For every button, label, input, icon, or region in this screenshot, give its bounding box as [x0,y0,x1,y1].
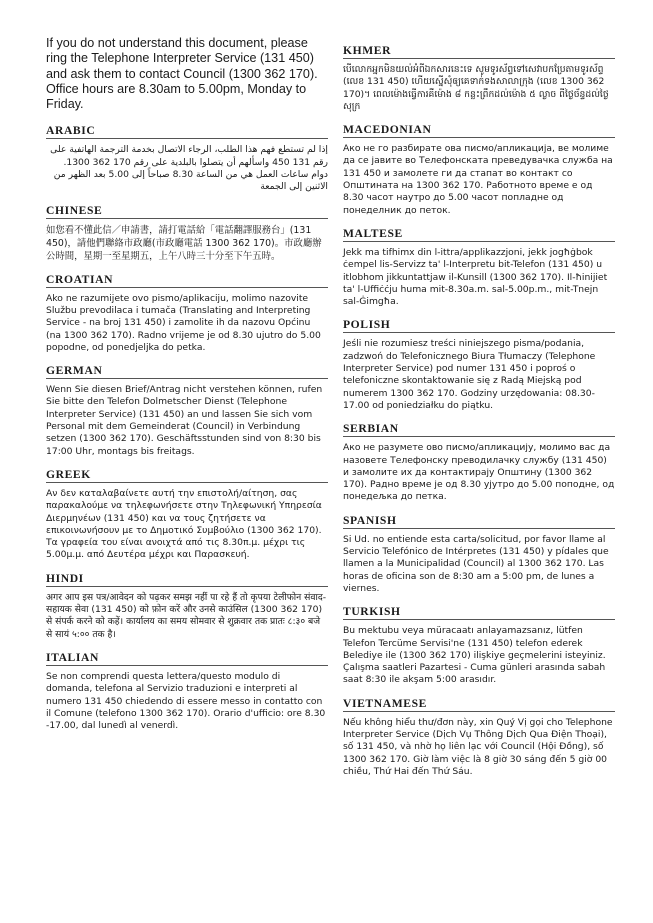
section-heading: KHMER [343,44,615,59]
section-text: Αν δεν καταλαβαίνετε αυτή την επιστολή/αίτηση, σας παρακαλούμε να τηλεφωνήσετε στην Τηλεφωνική Υπηρεσία Διερμηνέων (131 450) και να τους ζητήσετε να επικοινωνήσουν με το Δημοτικό Συμβούλιο (1300 362 170). Τα γραφεία του είναι ανοιχτά από τις 8.30π.μ. μέχρι τις 5.00μ.μ. από Δευτέρα μέχρι και Παρασκευή. [46,487,322,561]
section-heading: GERMAN [46,364,328,379]
section-text: Si Ud. no entiende esta carta/solicitud, por favor llame al Servicio Telefónico de Intérpretes (131 450) y pídales que llamen a la Municipalidad (Council) al 1300 362 170. Las horas de oficina son de 8:30 am a 5:00 pm, de lunes a viernes. [343,533,609,594]
section-heading: ITALIAN [46,651,328,666]
section-khmer [343,44,615,113]
section-macedonian [343,123,615,217]
section-text: Nếu không hiểu thư/đơn này, xin Quý Vị gọi cho Telephone Interpreter Service (Dịch Vụ Thông Dịch Qua Điện Thoại), số 131 450, và nhờ họ liên lạc với Council (Hội Đồng), số 1300 362 170. Giờ làm việc là 8 giờ 30 sáng đến 5 giờ 00 chiều, Thứ Hai đến Thứ Sáu. [343,716,613,777]
section-text: Ако не разумете ово писмо/апликацију, молимо вас да назовете Телефонску преводилачку службу (131 450) и замолите их да контактирају Општину (1300 362 170). Радно време је од 8.30 ујутро до 5.00 поподне, од понедељка до петка. [343,442,615,503]
section-heading: CROATIAN [46,273,328,288]
section-text: Jekk ma tifhimx din l-ittra/applikazzjoni, jekk jogħġbok ċempel lis-Servizz ta' l-Interpretu bit-Telefon (131 450) u itlobhom jikkuntattjaw il-Kunsill (1300 362 170). Il-ħinijiet ta' l-Uffiċċju huma mit-8.30a.m. sal-5.00p.m., mit-Tnejn sal-Ġimgħa. [343,246,608,308]
section-chinese [46,204,328,263]
section-text: Wenn Sie diesen Brief/Antrag nicht verstehen können, rufen Sie bitte den Telefon Dolmetscher Dienst (Telephone Interpreter Service) (131 450) an und lassen Sie sich vom Personal mit dem Gemeinderat (Council) in Verbindung setzen (1300 362 170). Geschäftsstunden sind von 8:30 bis 17:00 Uhr, montags bis freitags. [46,384,323,457]
section-text: 如您看不懂此信／申請書，請打電話給「電話翻譯服務台」(131 450)，請他們聯絡市政廳(市政廳電話 1300 362 170)。市政廳辦公時間，星期一至星期五，上午八時三十分至下午五時。 [46,224,322,262]
left-column [46,36,328,742]
section-polish [343,318,615,412]
section-spanish [343,514,615,595]
section-heading: TURKISH [343,605,615,620]
section-text: Bu mektubu veya müracaatı anlayamazsanız, lütfen Telefon Tercüme Servisi'ne (131 450) telefon ederek Belediye ile (1300 362 170) ilişkiye geçmelerini isteyiniz. Çalışma saatleri Pazartesi - Cuma günleri arasında sabah saat 8:30 ile akşam 5:00 arasıdır. [343,625,606,686]
section-heading: MALTESE [343,227,615,242]
right-column [343,44,615,788]
section-turkish [343,605,615,686]
section-text: Ako ne razumijete ovo pismo/aplikaciju, molimo nazovite Službu prevodilaca i tumača (Translating and Interpreting Service - na broj 131 450) i zamolite ih da nazovu Općinu (na 1300 362 170). Radno vrijeme je od 8.30 ujutro do 5.00 popodne, od ponedjeljka do petka. [46,292,321,353]
section-text: បើលោកអ្នកមិនយល់អំពីឯកសារនេះទេ សូមទូរស័ព្ទទៅសេវាបកប្រែតាមទូរស័ព្ទ (លេខ 131 450) ហើយស្នើសុំឲ្យគេទាក់ទងសាលាក្រុង (លេខ 1300 362 170)។ ពេលម៉ោងធ្វើការគឺម៉ោង ៨ កន្លះព្រឹកដល់ម៉ោង ៥ ល្ងាច ពីថ្ងៃច័ន្ទដល់ថ្ងៃសុក្រ [343,64,609,112]
section-arabic [46,124,328,193]
section-heading: ARABIC [46,124,328,139]
intro-paragraph: If you do not understand this document, please ring the Telephone Interpreter Service (131 450) and ask them to contact Council (1300 362 170). Office hours are 8.30am to 5.00pm, Monday to Friday. [46,36,318,112]
section-vietnamese [343,697,615,778]
section-text: Se non comprendi questa lettera/questo modulo di domanda, telefona al Servizio traduzioni e interpreti al numero 131 450 chiedendo di essere messo in contatto con il Comune (telefono 1300 362 170). Orario d'ufficio: ore 8.30 -17.00, dal lunedì al venerdì. [46,670,326,732]
section-heading: SPANISH [343,514,615,529]
section-heading: POLISH [343,318,615,333]
section-maltese [343,227,615,308]
section-heading: SERBIAN [343,422,615,437]
section-text: Jeśli nie rozumiesz treści niniejszego pisma/podania, zadzwoń do Telefonicznego Biura Tłumaczy (Telephone Interpreter Service) pod numer 131 450 i poproś o telefoniczne skontaktowanie się z Radą Miejską pod numerem 1300 362 170. Godziny urzędowania: 08.30-17.00 od poniedziałku do piątku. [343,338,596,411]
section-heading: HINDI [46,572,328,587]
section-text: إذا لم تستطع فهم هذا الطلب، الرجاء الاتصال بخدمة الترجمة الهاتفية على رقم 131 450 واسألهم أن يتصلوا بالبلدية على رقم 170 362 1300. دوام ساعات العمل هي من الساعة 8.30 صباحاً إلى 5.00 بعد الظهر من الاثنين إلى الجمعة [50,144,328,193]
section-text: अगर आप इस पत्र/आवेदन को पढ़कर समझ नहीं पा रहे हैं तो कृपया टेलीफोन संवाद-सहायक सेवा (131 450) को फ़ोन करें और उनसे काउंसिल (1300 362 170) से संपर्क करने को कहें। कार्यालय का समय सोमवार से शुक्रवार तक प्रातः ८:३० बजे से सायं ५:०० तक है। [46,591,327,640]
section-heading: GREEK [46,468,328,483]
section-heading: CHINESE [46,204,328,219]
section-greek [46,468,328,562]
section-text: Ако не го разбирате ова писмо/апликација, ве молиме да се јавите во Телефонската преведувачка служба на 131 450 и замолете ги да стапат во контакт со Општината на 1300 362 170. Работното време е од 8.30 часот наутро до 5.00 часот попладне од понеделник до петок. [343,143,613,216]
section-croatian [46,273,328,354]
section-german [46,364,328,458]
section-heading: MACEDONIAN [343,123,615,138]
section-serbian [343,422,615,503]
section-heading: VIETNAMESE [343,697,615,712]
section-italian [46,651,328,732]
section-hindi [46,572,328,641]
